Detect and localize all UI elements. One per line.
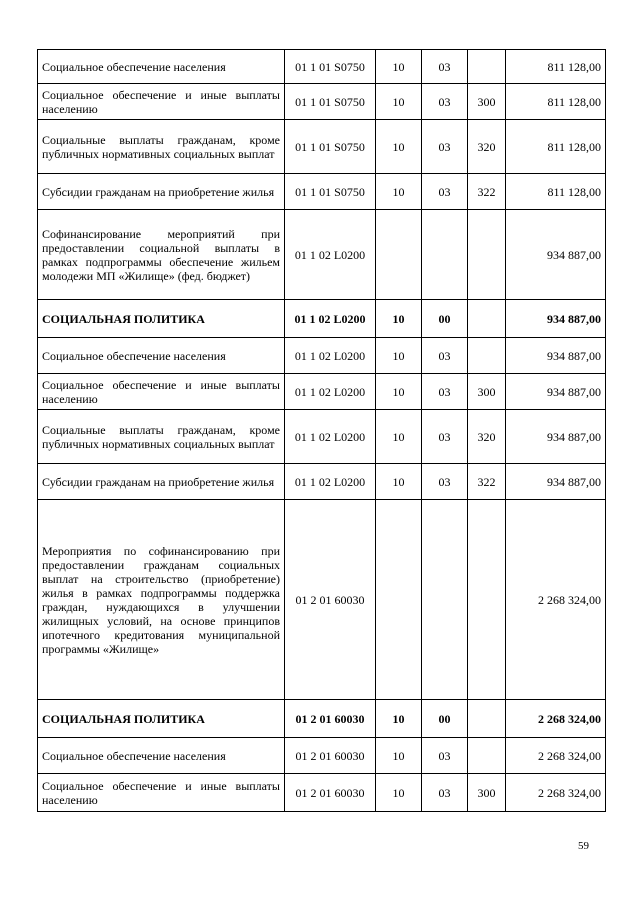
row-code: 01 1 01 S0750 <box>285 174 376 210</box>
budget-table <box>37 49 606 812</box>
table-row <box>38 500 606 700</box>
row-subsection: 03 <box>422 774 468 812</box>
row-amount: 2 268 324,00 <box>506 738 606 774</box>
row-code: 01 2 01 60030 <box>285 700 376 738</box>
row-amount: 2 268 324,00 <box>506 774 606 812</box>
row-expense-type: 300 <box>468 374 506 410</box>
row-amount: 934 887,00 <box>506 464 606 500</box>
row-name: СОЦИАЛЬНАЯ ПОЛИТИКА <box>38 700 285 738</box>
row-expense-type: 322 <box>468 174 506 210</box>
table-row <box>38 410 606 464</box>
budget-table-body <box>38 50 606 812</box>
row-name: Мероприятия по софинансированию при предоставлении гражданам социальных выплат на строительство (приобретение) жилья в рамках подпрограммы поддержка граждан, нуждающихся в улучшении жилищных условий, на основе принципов ипотечного кредитования муниципальной программы «Жилище» <box>38 500 285 700</box>
table-row <box>38 338 606 374</box>
row-expense-type <box>468 338 506 374</box>
row-amount: 934 887,00 <box>506 300 606 338</box>
row-name: Софинансирование мероприятий при предоставлении социальной выплаты в рамках подпрограммы обеспечение жильем молодежи МП «Жилище» (фед. бюджет) <box>38 210 285 300</box>
row-subsection: 03 <box>422 174 468 210</box>
row-name: Социальное обеспечение населения <box>38 338 285 374</box>
row-amount: 2 268 324,00 <box>506 700 606 738</box>
table-row <box>38 210 606 300</box>
row-subsection: 03 <box>422 410 468 464</box>
table-row <box>38 738 606 774</box>
table-row <box>38 50 606 84</box>
row-name: Социальное обеспечение и иные выплаты населению <box>38 374 285 410</box>
row-expense-type: 300 <box>468 84 506 120</box>
row-amount: 811 128,00 <box>506 50 606 84</box>
row-code: 01 2 01 60030 <box>285 500 376 700</box>
row-name: СОЦИАЛЬНАЯ ПОЛИТИКА <box>38 300 285 338</box>
row-amount: 934 887,00 <box>506 374 606 410</box>
row-code: 01 1 01 S0750 <box>285 120 376 174</box>
table-row <box>38 84 606 120</box>
row-section <box>376 210 422 300</box>
row-section: 10 <box>376 338 422 374</box>
row-section: 10 <box>376 374 422 410</box>
row-amount: 811 128,00 <box>506 84 606 120</box>
row-section: 10 <box>376 774 422 812</box>
row-name: Социальные выплаты гражданам, кроме публичных нормативных социальных выплат <box>38 410 285 464</box>
row-section: 10 <box>376 50 422 84</box>
row-subsection: 03 <box>422 738 468 774</box>
row-amount: 934 887,00 <box>506 410 606 464</box>
row-name: Социальные выплаты гражданам, кроме публичных нормативных социальных выплат <box>38 120 285 174</box>
row-name: Социальное обеспечение и иные выплаты населению <box>38 84 285 120</box>
row-expense-type: 320 <box>468 410 506 464</box>
row-section: 10 <box>376 464 422 500</box>
row-section: 10 <box>376 84 422 120</box>
row-section: 10 <box>376 174 422 210</box>
table-row <box>38 464 606 500</box>
row-code: 01 1 02 L0200 <box>285 210 376 300</box>
row-subsection: 03 <box>422 84 468 120</box>
row-expense-type <box>468 500 506 700</box>
table-row <box>38 174 606 210</box>
row-name: Социальное обеспечение населения <box>38 738 285 774</box>
row-subsection <box>422 210 468 300</box>
row-subsection: 03 <box>422 50 468 84</box>
row-name: Субсидии гражданам на приобретение жилья <box>38 464 285 500</box>
page-number: 59 <box>578 840 589 852</box>
row-code: 01 1 02 L0200 <box>285 464 376 500</box>
row-subsection: 03 <box>422 374 468 410</box>
row-code: 01 1 02 L0200 <box>285 338 376 374</box>
row-amount: 934 887,00 <box>506 338 606 374</box>
row-amount: 934 887,00 <box>506 210 606 300</box>
row-expense-type <box>468 50 506 84</box>
row-expense-type: 320 <box>468 120 506 174</box>
row-code: 01 1 02 L0200 <box>285 410 376 464</box>
row-code: 01 1 02 L0200 <box>285 300 376 338</box>
row-subsection: 03 <box>422 120 468 174</box>
row-code: 01 1 01 S0750 <box>285 84 376 120</box>
row-subsection: 03 <box>422 464 468 500</box>
row-subsection: 03 <box>422 338 468 374</box>
row-amount: 811 128,00 <box>506 174 606 210</box>
row-expense-type <box>468 700 506 738</box>
row-expense-type <box>468 210 506 300</box>
row-expense-type <box>468 738 506 774</box>
row-code: 01 1 01 S0750 <box>285 50 376 84</box>
table-row <box>38 300 606 338</box>
table-row <box>38 120 606 174</box>
table-row <box>38 700 606 738</box>
row-section: 10 <box>376 700 422 738</box>
row-section <box>376 500 422 700</box>
row-subsection: 00 <box>422 700 468 738</box>
row-expense-type: 300 <box>468 774 506 812</box>
row-section: 10 <box>376 120 422 174</box>
row-section: 10 <box>376 410 422 464</box>
table-row <box>38 774 606 812</box>
row-code: 01 2 01 60030 <box>285 738 376 774</box>
row-expense-type <box>468 300 506 338</box>
row-name: Субсидии гражданам на приобретение жилья <box>38 174 285 210</box>
row-name: Социальное обеспечение населения <box>38 50 285 84</box>
row-code: 01 2 01 60030 <box>285 774 376 812</box>
row-amount: 811 128,00 <box>506 120 606 174</box>
row-section: 10 <box>376 300 422 338</box>
row-section: 10 <box>376 738 422 774</box>
row-expense-type: 322 <box>468 464 506 500</box>
row-name: Социальное обеспечение и иные выплаты населению <box>38 774 285 812</box>
row-subsection: 00 <box>422 300 468 338</box>
row-code: 01 1 02 L0200 <box>285 374 376 410</box>
table-row <box>38 374 606 410</box>
row-amount: 2 268 324,00 <box>506 500 606 700</box>
row-subsection <box>422 500 468 700</box>
